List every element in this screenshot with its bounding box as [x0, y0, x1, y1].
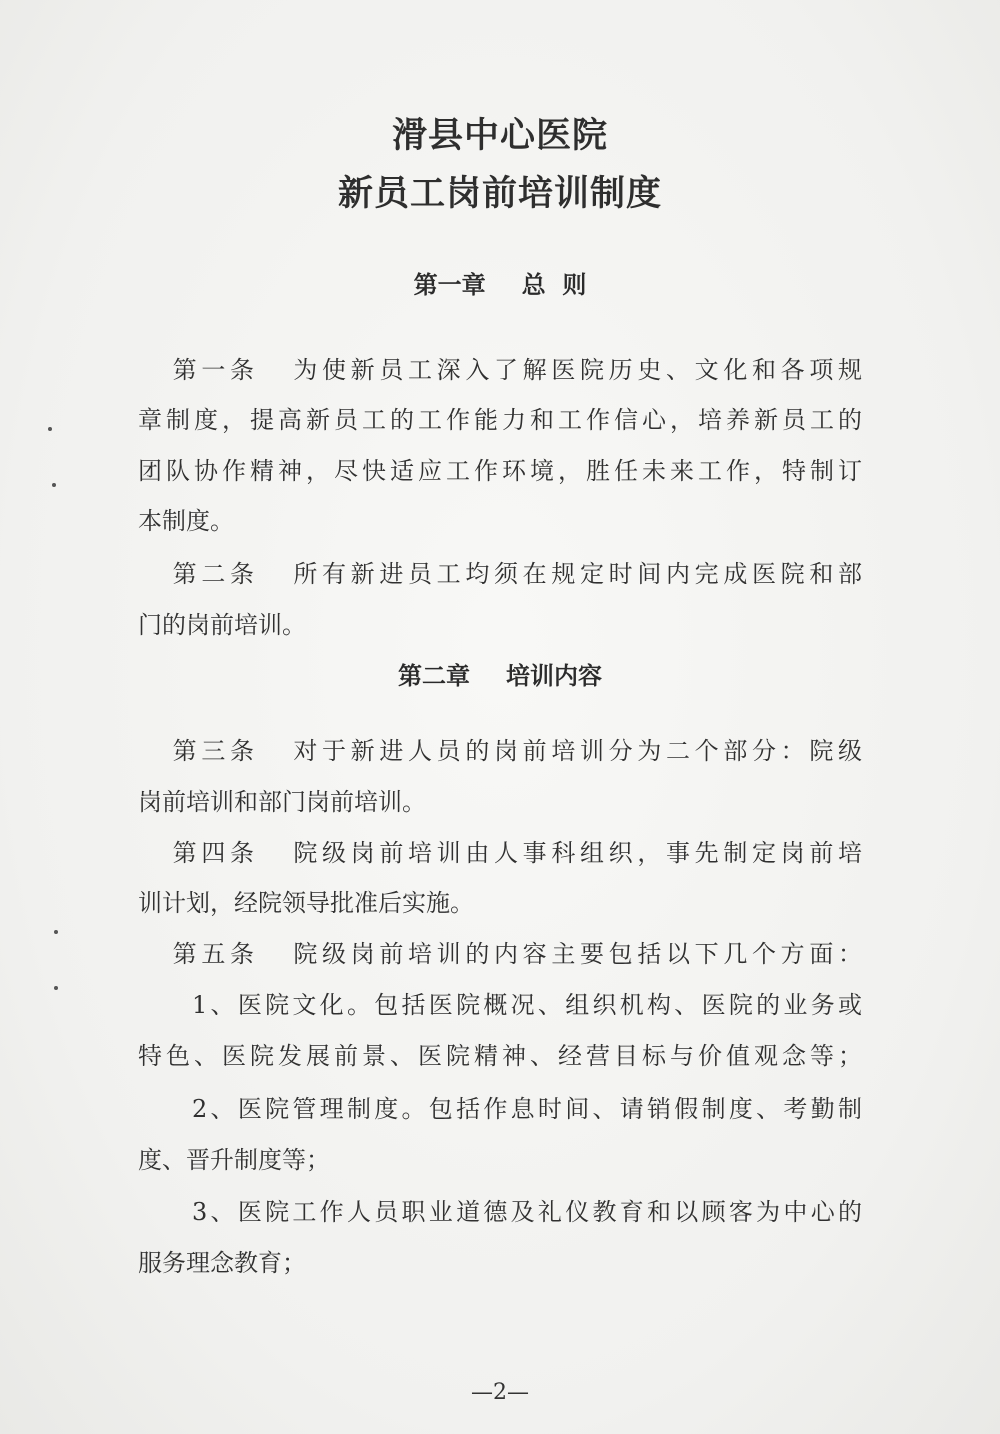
paragraph-line: 门的岗前培训。 — [138, 611, 306, 639]
chapter-2-label: 第二章 — [398, 661, 470, 690]
paragraph-line: 第二条 所有新进员工均须在规定时间内完成医院和部 — [168, 560, 863, 588]
binding-mark — [54, 930, 58, 934]
chapter-heading-2 — [0, 656, 1000, 691]
paragraph-line: 第四条 院级岗前培训由人事科组织，事先制定岗前培 — [168, 839, 863, 867]
document-title-hospital: 滑县中心医院 — [391, 115, 608, 156]
page-number: —2— — [471, 1380, 529, 1405]
chapter-1-name: 总 则 — [521, 270, 587, 299]
article-label: 第四条 — [168, 839, 259, 867]
binding-mark — [52, 483, 56, 487]
paragraph-line: 第五条 院级岗前培训的内容主要包括以下几个方面： — [168, 940, 863, 968]
chapter-heading-1 — [0, 265, 1000, 300]
paragraph-line: 第三条 对于新进人员的岗前培训分为二个部分：院级 — [168, 737, 863, 765]
list-item-line: 1、医院文化。包括医院概况、组织机构、医院的业务或 — [192, 991, 862, 1019]
paragraph-line: 团队协作精神，尽快适应工作环境，胜任未来工作，特制订 — [138, 457, 862, 485]
paragraph-line: 章制度，提高新员工的工作能力和工作信心，培养新员工的 — [138, 406, 862, 434]
list-item-line: 2、医院管理制度。包括作息时间、请销假制度、考勤制 — [192, 1095, 862, 1123]
article-label: 第一条 — [168, 356, 259, 384]
article-label: 第二条 — [168, 560, 259, 588]
paragraph-line: 第一条 为使新员工深入了解医院历史、文化和各项规 — [168, 356, 863, 384]
paragraph-line: 度、晋升制度等； — [138, 1146, 330, 1174]
document-title-policy: 新员工岗前培训制度 — [337, 173, 662, 214]
chapter-2-name: 培训内容 — [506, 661, 602, 690]
paragraph-line: 岗前培训和部门岗前培训。 — [138, 788, 426, 816]
chapter-1-label: 第一章 — [413, 270, 486, 299]
article-label: 第五条 — [168, 940, 259, 968]
paragraph-line: 本制度。 — [138, 507, 234, 535]
article-label: 第三条 — [168, 737, 259, 765]
paragraph-line: 服务理念教育； — [138, 1249, 306, 1277]
paragraph-line: 训计划，经院领导批准后实施。 — [138, 889, 474, 917]
binding-mark — [48, 427, 52, 431]
paragraph-line: 特色、医院发展前景、医院精神、经营目标与价值观念等； — [138, 1042, 862, 1070]
binding-mark — [54, 986, 58, 990]
list-item-line: 3、医院工作人员职业道德及礼仪教育和以顾客为中心的 — [192, 1198, 862, 1226]
